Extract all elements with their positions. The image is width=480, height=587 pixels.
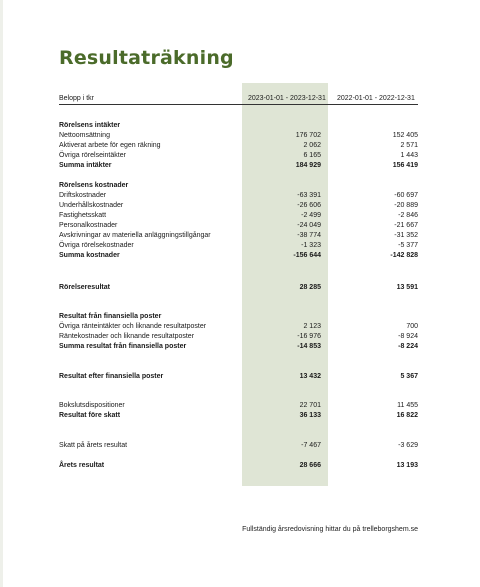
statement-row — [59, 131, 418, 140]
row-label: Räntekostnader och liknande resultatposter — [59, 333, 195, 340]
statement-row — [59, 401, 418, 410]
value-2023: -38 774 — [297, 232, 321, 239]
row-label: Skatt på årets resultat — [59, 442, 128, 449]
value-2023: -14 853 — [297, 343, 321, 350]
statement-row — [59, 441, 418, 450]
value-2022: -31 352 — [394, 232, 418, 239]
value-2022: -60 697 — [394, 192, 418, 199]
row-label: Summa kostnader — [59, 252, 120, 259]
statement-row — [59, 141, 418, 150]
row-label: Övriga rörelseintäkter — [59, 152, 126, 159]
statement-row — [59, 161, 418, 170]
value-2022: -21 667 — [394, 222, 418, 229]
value-2022: 156 419 — [392, 162, 418, 169]
row-label: Rörelsens intäkter — [59, 122, 121, 129]
row-label: Rörelseresultat — [59, 284, 110, 291]
statement-row — [59, 221, 418, 230]
value-2022: -8 224 — [398, 343, 418, 350]
value-2023: 6 165 — [303, 152, 321, 159]
value-2022: -5 377 — [398, 242, 418, 249]
row-label: Personalkostnader — [59, 222, 118, 229]
column-header-2022: 2022-01-01 - 2022-12-31 — [337, 95, 415, 102]
header-divider — [59, 104, 418, 105]
statement-row — [59, 322, 418, 331]
value-2023: -1 323 — [301, 242, 321, 249]
value-2023: 2 123 — [303, 323, 321, 330]
value-2023: -63 391 — [297, 192, 321, 199]
statement-row — [59, 241, 418, 250]
value-2023: -16 976 — [297, 333, 321, 340]
value-2023: 184 929 — [295, 162, 321, 169]
row-label: Driftskostnader — [59, 192, 107, 199]
amount-unit-label: Belopp i tkr — [59, 95, 95, 102]
value-2023: -2 499 — [301, 212, 321, 219]
row-label: Summa resultat från finansiella poster — [59, 343, 187, 350]
value-2023: -156 644 — [293, 252, 321, 259]
value-2023: 13 432 — [299, 373, 321, 380]
statement-row — [59, 251, 418, 260]
statement-row — [59, 201, 418, 210]
row-label: Summa intäkter — [59, 162, 112, 169]
row-label: Fastighetsskatt — [59, 212, 107, 219]
value-2023: 176 702 — [295, 132, 321, 139]
statement-row — [59, 372, 418, 381]
column-header-2023: 2023-01-01 - 2023-12-31 — [248, 95, 326, 102]
row-label: Underhållskostnader — [59, 202, 124, 209]
statement-row — [59, 283, 418, 292]
row-label: Avskrivningar av materiella anläggningstillgångar — [59, 232, 211, 239]
statement-row — [59, 181, 418, 190]
value-2022: 11 455 — [397, 402, 418, 409]
statement-row — [59, 411, 418, 420]
statement-row — [59, 191, 418, 200]
row-label: Aktiverat arbete för egen räkning — [59, 142, 161, 149]
value-2023: 2 062 — [303, 142, 321, 149]
footer-note: Fullständig årsredovisning hittar du på trelleborgshem.se — [242, 526, 418, 533]
row-label: Övriga ränteintäkter och liknande resultatposter — [59, 323, 207, 330]
value-2023: 36 133 — [299, 412, 321, 419]
value-2023: -26 606 — [297, 202, 321, 209]
row-label: Årets resultat — [59, 462, 105, 469]
value-2022: 2 571 — [400, 142, 418, 149]
statement-row — [59, 312, 418, 321]
statement-row — [59, 211, 418, 220]
statement-row — [59, 151, 418, 160]
statement-row — [59, 332, 418, 341]
value-2022: 16 822 — [396, 412, 418, 419]
page-title: Resultaträkning — [59, 47, 234, 69]
value-2022: -3 629 — [398, 442, 418, 449]
value-2022: -142 828 — [390, 252, 418, 259]
statement-row — [59, 231, 418, 240]
row-label: Rörelsens kostnader — [59, 182, 129, 189]
row-label: Resultat före skatt — [59, 412, 121, 419]
value-2022: -8 924 — [398, 333, 418, 340]
value-2022: 5 367 — [400, 373, 418, 380]
value-2023: 28 666 — [299, 462, 321, 469]
value-2023: -24 049 — [297, 222, 321, 229]
row-label: Resultat från finansiella poster — [59, 313, 162, 320]
row-label: Övriga rörelsekostnader — [59, 242, 134, 249]
value-2022: 13 193 — [396, 462, 418, 469]
value-2023: -7 467 — [301, 442, 321, 449]
value-2023: 28 285 — [299, 284, 321, 291]
statement-row — [59, 342, 418, 351]
value-2022: 1 443 — [400, 152, 418, 159]
value-2022: 700 — [406, 323, 418, 330]
statement-row — [59, 461, 418, 470]
row-label: Resultat efter finansiella poster — [59, 373, 164, 380]
row-label: Bokslutsdispositioner — [59, 402, 125, 409]
value-2022: -20 889 — [394, 202, 418, 209]
value-2022: -2 846 — [398, 212, 418, 219]
statement-row — [59, 121, 418, 130]
value-2023: 22 701 — [299, 402, 321, 409]
row-label: Nettoomsättning — [59, 132, 110, 139]
page-spine-edge — [0, 0, 3, 587]
value-2022: 152 405 — [392, 132, 418, 139]
value-2022: 13 591 — [396, 284, 418, 291]
